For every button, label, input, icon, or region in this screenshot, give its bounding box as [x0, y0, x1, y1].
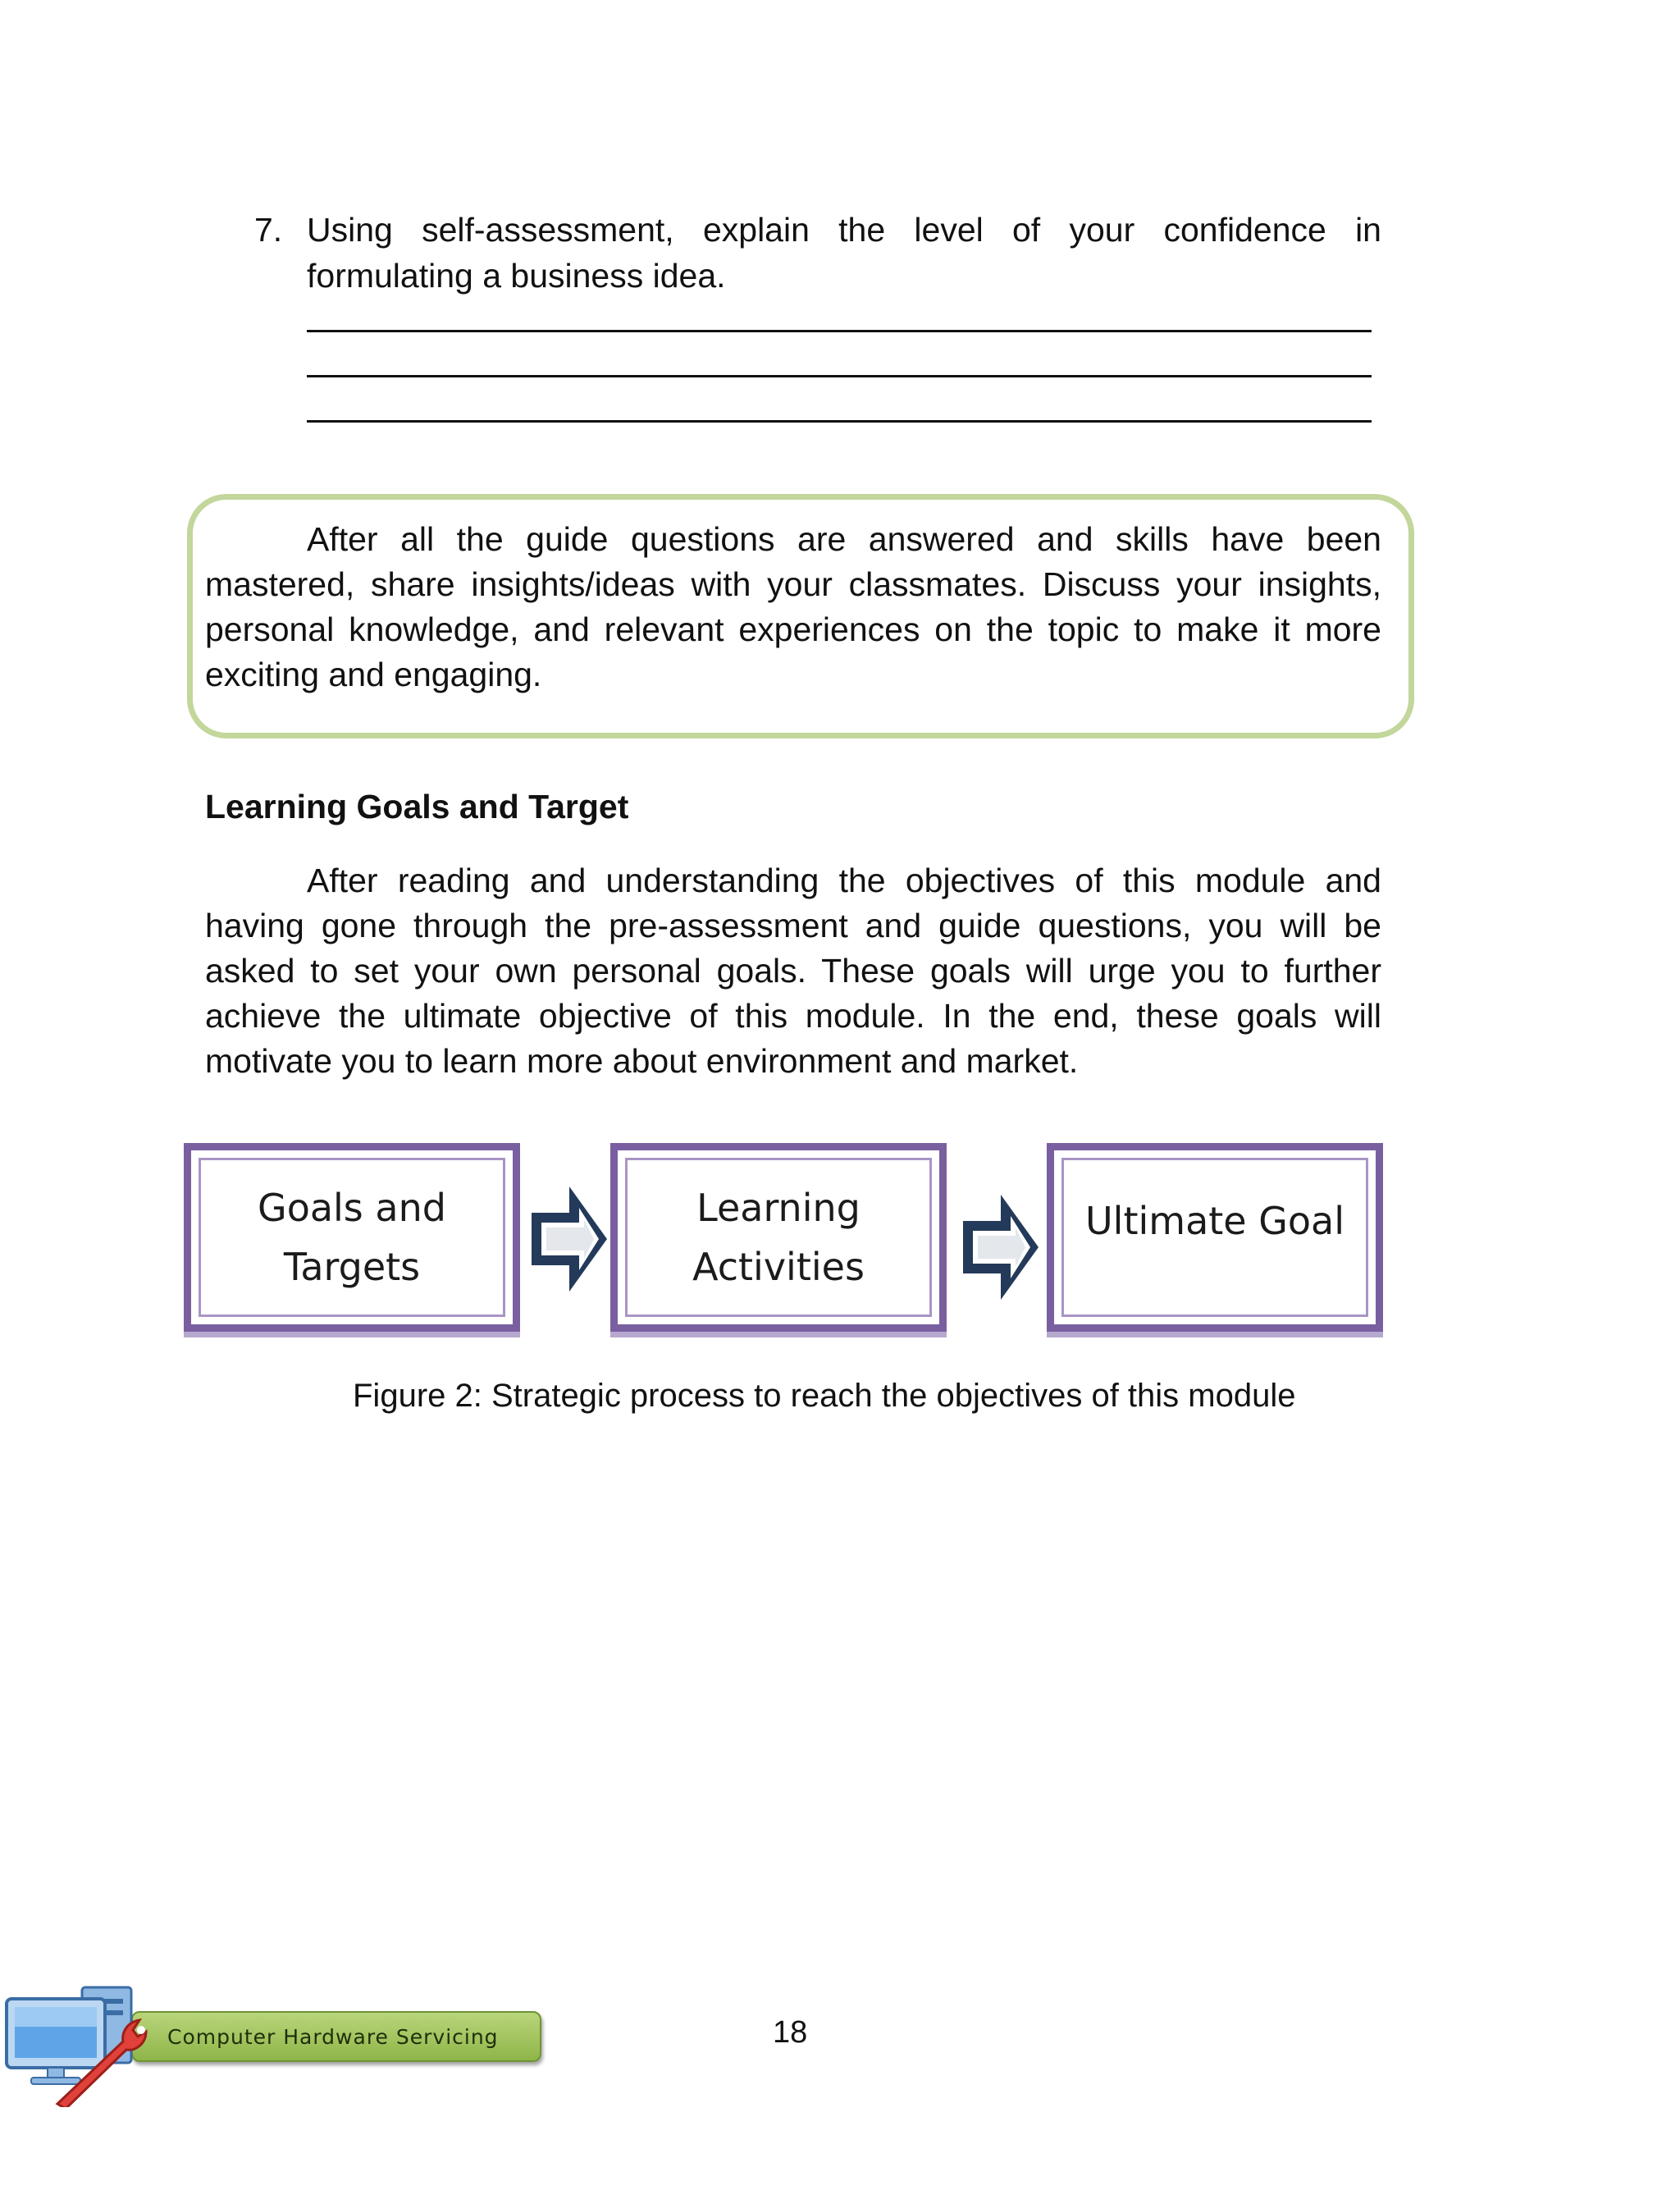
flow-box-line: Activities: [692, 1245, 865, 1289]
right-arrow-icon: [527, 1182, 612, 1296]
computer-monitor-icon: [7, 1987, 131, 2084]
flow-box-line: Goals and: [258, 1186, 446, 1230]
flow-box-text: [199, 1158, 505, 1317]
question-text: Using self-assessment, explain the level of your confidence in formulating a business idea.: [307, 211, 1381, 295]
flow-box-text: [625, 1158, 932, 1317]
discussion-text: After all the guide questions are answered and skills have been mastered, share insights/ideas with your classmates. Discuss your insights, personal knowledge, and relevant experiences on the topic to make it more exciting and engaging.: [205, 520, 1381, 693]
flow-box-ultimate-goal: [1047, 1143, 1383, 1332]
flow-box-line: Ultimate Goal: [1085, 1199, 1344, 1243]
page-number: 18: [773, 2015, 808, 2050]
answer-line-3[interactable]: [307, 420, 1372, 423]
answer-line-2[interactable]: [307, 375, 1372, 377]
flow-box-learning-activities: [610, 1143, 947, 1332]
figure-caption: Figure 2: Strategic process to reach the objectives of this module: [353, 1378, 1296, 1414]
footer-tag-text: Computer Hardware Servicing: [167, 2024, 499, 2049]
section-heading: Learning Goals and Target: [205, 788, 629, 825]
answer-line-1[interactable]: [307, 330, 1372, 332]
flow-box-line: Learning: [696, 1186, 861, 1230]
right-arrow-icon: [958, 1190, 1043, 1305]
question-number: 7.: [254, 211, 283, 249]
learning-goals-paragraph: After reading and understanding the objectives of this module and having gone through the pre-assessment and guide questions, you will be asked to set your own personal goals. These goals will urge you to further achieve the ultimate objective of this module. In the end, these goals will motivate you to learn more about environment and market.: [205, 862, 1381, 1080]
flow-box-text: [1061, 1158, 1368, 1317]
flow-box-line: Targets: [283, 1245, 421, 1289]
flow-box-goals-and-targets: [184, 1143, 520, 1332]
footer-logo: [0, 1984, 558, 2107]
